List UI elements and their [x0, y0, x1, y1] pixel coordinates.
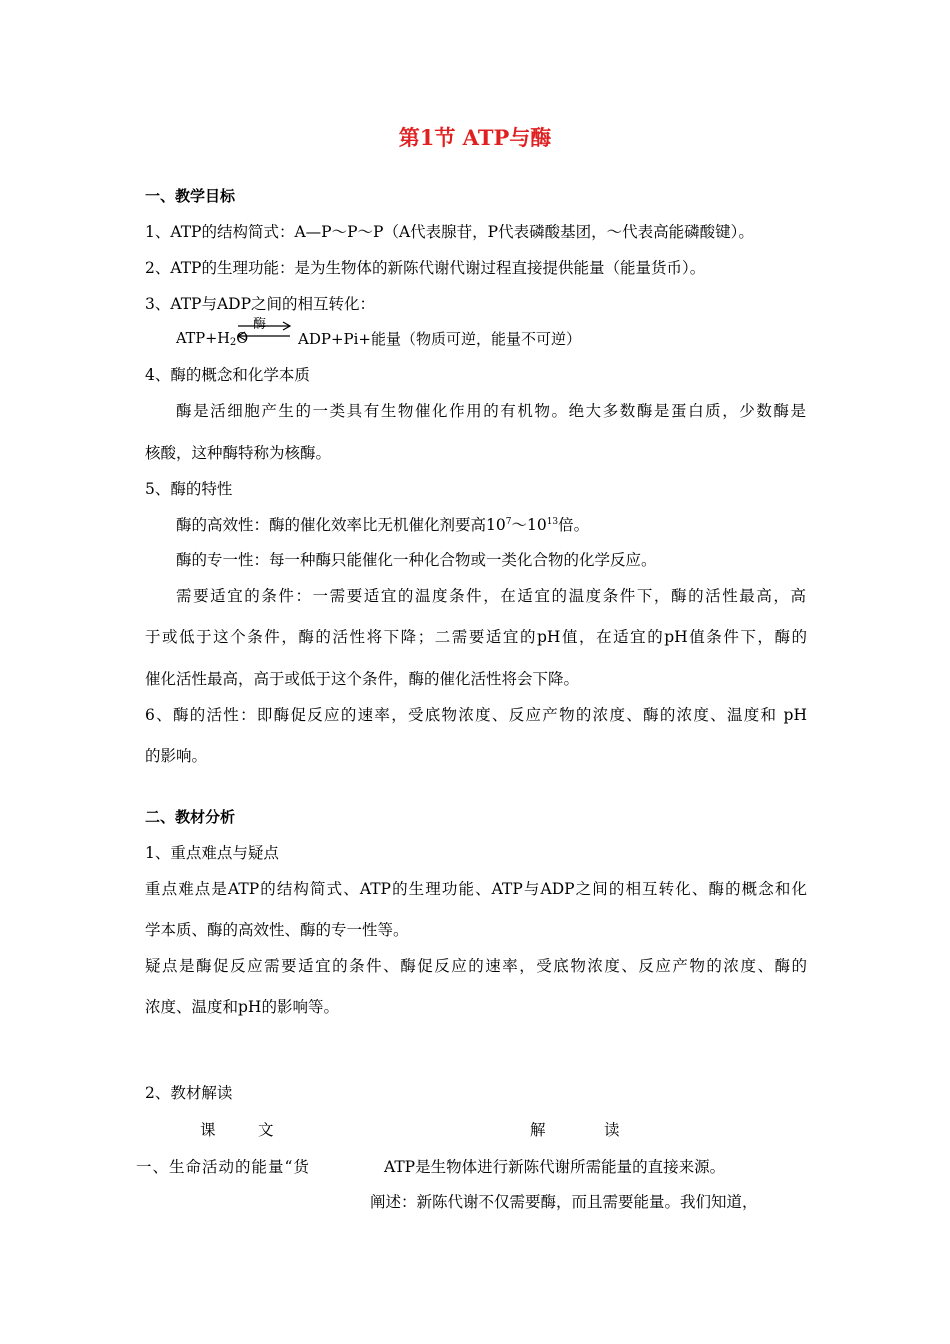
objective-item-1: 1、ATP的结构简式：A—P～P～P（A代表腺苷，P代表磷酸基团，～代表高能磷酸键）。 [145, 223, 754, 241]
column-header-reading-2: 读 [604, 1121, 620, 1139]
equation-right: ADP+Pi+能量（物质可逆，能量不可逆） [298, 330, 581, 348]
objective-item-6-line-1: 6、酶的活性：即酶促反应的速率，受底物浓度、反应产物的浓度、酶的浓度、温度和 pH [145, 706, 807, 724]
objective-item-3: 3、ATP与ADP之间的相互转化： [145, 295, 376, 313]
enzyme-conditions-line-2: 于或低于这个条件，酶的活性将下降；二需要适宜的pH值，在适宜的pH值条件下，酶的 [145, 628, 807, 646]
table-row-1-reading: ATP是生物体进行新陈代谢所需能量的直接来源。 [384, 1158, 726, 1176]
objective-item-2: 2、ATP的生理功能：是为生物体的新陈代谢代谢过程直接提供能量（能量货币）。 [145, 259, 706, 277]
enzyme-concept-line-1: 酶是活细胞产生的一类具有生物催化作用的有机物。绝大多数酶是蛋白质，少数酶是 [176, 402, 806, 420]
section1-heading: 一、教学目标 [145, 187, 236, 205]
enzyme-conditions-line-1: 需要适宜的条件：一需要适宜的温度条件，在适宜的温度条件下，酶的活性最高，高 [176, 587, 806, 605]
doubt-points-line-1: 疑点是酶促反应需要适宜的条件、酶促反应的速率，受底物浓度、反应产物的浓度、酶的 [145, 957, 807, 975]
objective-item-6-line-2: 的影响。 [145, 747, 208, 765]
objective-item-5: 5、酶的特性 [145, 480, 233, 498]
section2-heading: 二、教材分析 [145, 808, 236, 826]
enzyme-conditions-line-3: 催化活性最高，高于或低于这个条件，酶的催化活性将会下降。 [145, 670, 580, 688]
equation-left: $ATP+H_2O$ [176, 331, 249, 348]
enzyme-specificity: 酶的专一性：每一种酶只能催化一种化合物或一类化合物的化学反应。 [176, 551, 657, 569]
enzyme-label: 酶 [253, 317, 267, 332]
enzyme-concept-line-2: 核酸，这种酶特称为核酶。 [145, 444, 332, 462]
enzyme-efficiency: 酶的高效性：酶的催化效率比无机催化剂要高$10^7\sim 10^{13}$倍。 [176, 516, 590, 534]
key-points-line-2: 学本质、酶的高效性、酶的专一性等。 [145, 921, 409, 939]
key-points-line-1: 重点难点是ATP的结构简式、ATP的生理功能、ATP与ADP之间的相互转化、酶的概念和化 [145, 880, 807, 898]
table-row-1-text: 一、生命活动的能量“货 [136, 1158, 310, 1176]
reversible-arrow-icon [235, 320, 293, 342]
table-row-2-reading: 阐述：新陈代谢不仅需要酶，而且需要能量。我们知道， [370, 1193, 758, 1211]
column-header-text-2: 文 [258, 1121, 274, 1139]
column-header-text-1: 课 [200, 1121, 216, 1139]
page-title: 第1节 ATP与酶 [398, 125, 552, 150]
subsection-key-points: 1、重点难点与疑点 [145, 844, 279, 862]
objective-item-4: 4、酶的概念和化学本质 [145, 366, 310, 384]
column-header-reading-1: 解 [530, 1121, 546, 1139]
doubt-points-line-2: 浓度、温度和pH的影响等。 [145, 998, 339, 1016]
subsection-textbook-reading: 2、教材解读 [145, 1084, 233, 1102]
